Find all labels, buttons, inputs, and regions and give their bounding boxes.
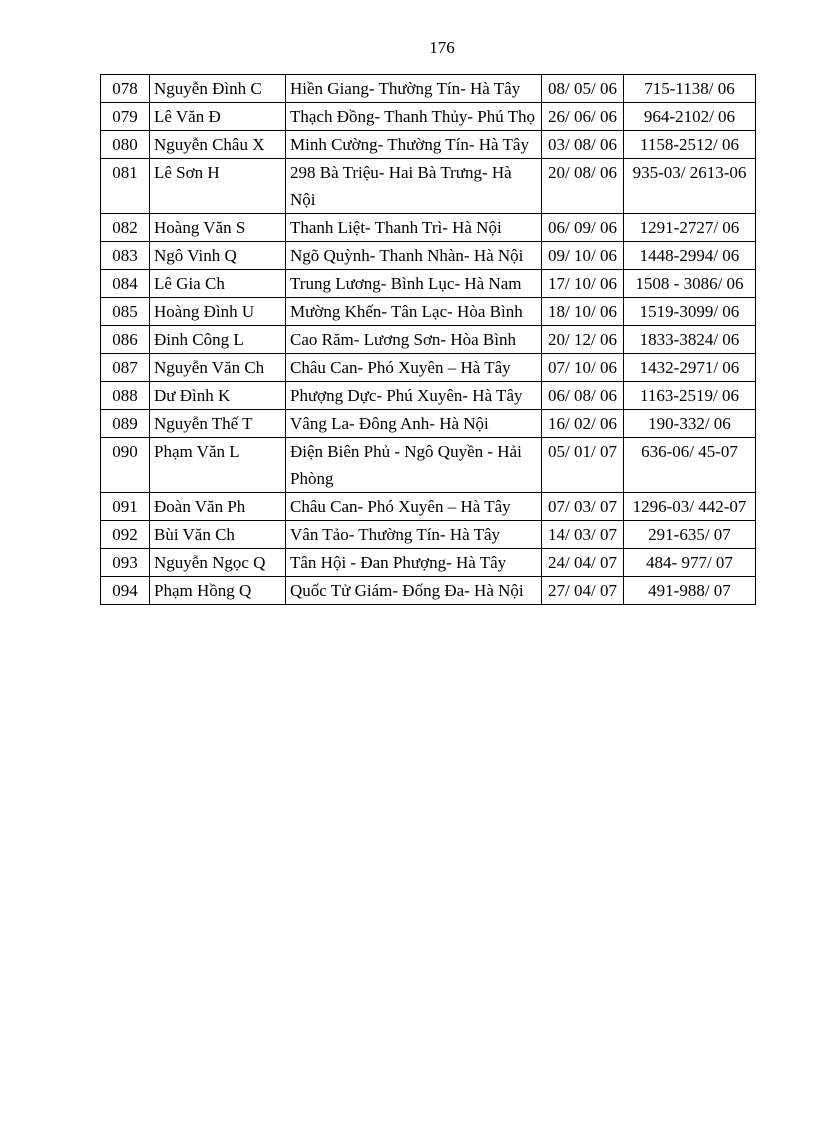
row-index-cell: 092 bbox=[101, 521, 150, 549]
date-cell: 20/ 08/ 06 bbox=[542, 159, 624, 214]
table-row bbox=[101, 354, 756, 382]
address-cell: Điện Biên Phủ - Ngô Quyền - Hải Phòng bbox=[286, 438, 542, 493]
name-cell: Lê Gia Ch bbox=[150, 270, 286, 298]
row-index-cell: 082 bbox=[101, 214, 150, 242]
date-cell: 09/ 10/ 06 bbox=[542, 242, 624, 270]
row-index-cell: 086 bbox=[101, 326, 150, 354]
name-cell: Nguyễn Thế T bbox=[150, 410, 286, 438]
record-number-cell: 636-06/ 45-07 bbox=[624, 438, 756, 493]
row-index-cell: 081 bbox=[101, 159, 150, 214]
record-number-cell: 1519-3099/ 06 bbox=[624, 298, 756, 326]
page-number: 176 bbox=[429, 38, 455, 57]
address-cell: Châu Can- Phó Xuyên – Hà Tây bbox=[286, 354, 542, 382]
row-index-cell: 089 bbox=[101, 410, 150, 438]
date-cell: 05/ 01/ 07 bbox=[542, 438, 624, 493]
table-row bbox=[101, 549, 756, 577]
table-row bbox=[101, 382, 756, 410]
name-cell: Đinh Công L bbox=[150, 326, 286, 354]
table-row bbox=[101, 521, 756, 549]
name-cell: Dư Đình K bbox=[150, 382, 286, 410]
address-cell: Vân Tảo- Thường Tín- Hà Tây bbox=[286, 521, 542, 549]
table-row bbox=[101, 298, 756, 326]
table-row bbox=[101, 159, 756, 214]
name-cell: Lê Văn Đ bbox=[150, 103, 286, 131]
date-cell: 17/ 10/ 06 bbox=[542, 270, 624, 298]
row-index-cell: 083 bbox=[101, 242, 150, 270]
name-cell: Hoàng Đình U bbox=[150, 298, 286, 326]
address-cell: Quốc Tử Giám- Đống Đa- Hà Nội bbox=[286, 577, 542, 605]
name-cell: Nguyễn Ngọc Q bbox=[150, 549, 286, 577]
row-index-cell: 079 bbox=[101, 103, 150, 131]
table-row bbox=[101, 131, 756, 159]
record-number-cell: 715-1138/ 06 bbox=[624, 75, 756, 103]
name-cell: Bùi Văn Ch bbox=[150, 521, 286, 549]
address-cell: 298 Bà Triệu- Hai Bà Trưng- Hà Nội bbox=[286, 159, 542, 214]
table-row bbox=[101, 577, 756, 605]
date-cell: 07/ 03/ 07 bbox=[542, 493, 624, 521]
date-cell: 18/ 10/ 06 bbox=[542, 298, 624, 326]
address-cell: Châu Can- Phó Xuyên – Hà Tây bbox=[286, 493, 542, 521]
name-cell: Nguyễn Đình C bbox=[150, 75, 286, 103]
date-cell: 16/ 02/ 06 bbox=[542, 410, 624, 438]
address-cell: Hiền Giang- Thường Tín- Hà Tây bbox=[286, 75, 542, 103]
row-index-cell: 087 bbox=[101, 354, 150, 382]
record-number-cell: 484- 977/ 07 bbox=[624, 549, 756, 577]
address-cell: Thanh Liệt- Thanh Trì- Hà Nội bbox=[286, 214, 542, 242]
address-cell: Mường Khến- Tân Lạc- Hòa Bình bbox=[286, 298, 542, 326]
date-cell: 08/ 05/ 06 bbox=[542, 75, 624, 103]
row-index-cell: 085 bbox=[101, 298, 150, 326]
address-cell: Vâng La- Đông Anh- Hà Nội bbox=[286, 410, 542, 438]
record-number-cell: 291-635/ 07 bbox=[624, 521, 756, 549]
name-cell: Ngô Vinh Q bbox=[150, 242, 286, 270]
address-cell: Cao Răm- Lương Sơn- Hòa Bình bbox=[286, 326, 542, 354]
table-row bbox=[101, 270, 756, 298]
table-row bbox=[101, 326, 756, 354]
record-number-cell: 1833-3824/ 06 bbox=[624, 326, 756, 354]
date-cell: 26/ 06/ 06 bbox=[542, 103, 624, 131]
record-number-cell: 1432-2971/ 06 bbox=[624, 354, 756, 382]
row-index-cell: 080 bbox=[101, 131, 150, 159]
name-cell: Lê Sơn H bbox=[150, 159, 286, 214]
records-table-body bbox=[101, 75, 756, 605]
name-cell: Phạm Văn L bbox=[150, 438, 286, 493]
table-row bbox=[101, 214, 756, 242]
record-number-cell: 964-2102/ 06 bbox=[624, 103, 756, 131]
table-row bbox=[101, 103, 756, 131]
table-row bbox=[101, 75, 756, 103]
address-cell: Minh Cường- Thường Tín- Hà Tây bbox=[286, 131, 542, 159]
address-cell: Trung Lương- Bình Lục- Hà Nam bbox=[286, 270, 542, 298]
row-index-cell: 091 bbox=[101, 493, 150, 521]
date-cell: 27/ 04/ 07 bbox=[542, 577, 624, 605]
date-cell: 06/ 08/ 06 bbox=[542, 382, 624, 410]
name-cell: Đoàn Văn Ph bbox=[150, 493, 286, 521]
name-cell: Phạm Hồng Q bbox=[150, 577, 286, 605]
row-index-cell: 078 bbox=[101, 75, 150, 103]
row-index-cell: 090 bbox=[101, 438, 150, 493]
row-index-cell: 084 bbox=[101, 270, 150, 298]
record-number-cell: 1296-03/ 442-07 bbox=[624, 493, 756, 521]
date-cell: 07/ 10/ 06 bbox=[542, 354, 624, 382]
date-cell: 24/ 04/ 07 bbox=[542, 549, 624, 577]
row-index-cell: 093 bbox=[101, 549, 150, 577]
row-index-cell: 088 bbox=[101, 382, 150, 410]
date-cell: 14/ 03/ 07 bbox=[542, 521, 624, 549]
table-row bbox=[101, 438, 756, 493]
name-cell: Hoàng Văn S bbox=[150, 214, 286, 242]
records-table bbox=[100, 74, 756, 605]
table-row bbox=[101, 493, 756, 521]
record-number-cell: 1508 - 3086/ 06 bbox=[624, 270, 756, 298]
address-cell: Tân Hội - Đan Phượng- Hà Tây bbox=[286, 549, 542, 577]
row-index-cell: 094 bbox=[101, 577, 150, 605]
record-number-cell: 1448-2994/ 06 bbox=[624, 242, 756, 270]
record-number-cell: 935-03/ 2613-06 bbox=[624, 159, 756, 214]
date-cell: 03/ 08/ 06 bbox=[542, 131, 624, 159]
table-row bbox=[101, 242, 756, 270]
record-number-cell: 491-988/ 07 bbox=[624, 577, 756, 605]
name-cell: Nguyễn Văn Ch bbox=[150, 354, 286, 382]
date-cell: 20/ 12/ 06 bbox=[542, 326, 624, 354]
record-number-cell: 1158-2512/ 06 bbox=[624, 131, 756, 159]
address-cell: Thạch Đồng- Thanh Thủy- Phú Thọ bbox=[286, 103, 542, 131]
address-cell: Phượng Dực- Phú Xuyên- Hà Tây bbox=[286, 382, 542, 410]
table-row bbox=[101, 410, 756, 438]
address-cell: Ngõ Quỳnh- Thanh Nhàn- Hà Nội bbox=[286, 242, 542, 270]
record-number-cell: 190-332/ 06 bbox=[624, 410, 756, 438]
record-number-cell: 1163-2519/ 06 bbox=[624, 382, 756, 410]
name-cell: Nguyễn Châu X bbox=[150, 131, 286, 159]
date-cell: 06/ 09/ 06 bbox=[542, 214, 624, 242]
record-number-cell: 1291-2727/ 06 bbox=[624, 214, 756, 242]
